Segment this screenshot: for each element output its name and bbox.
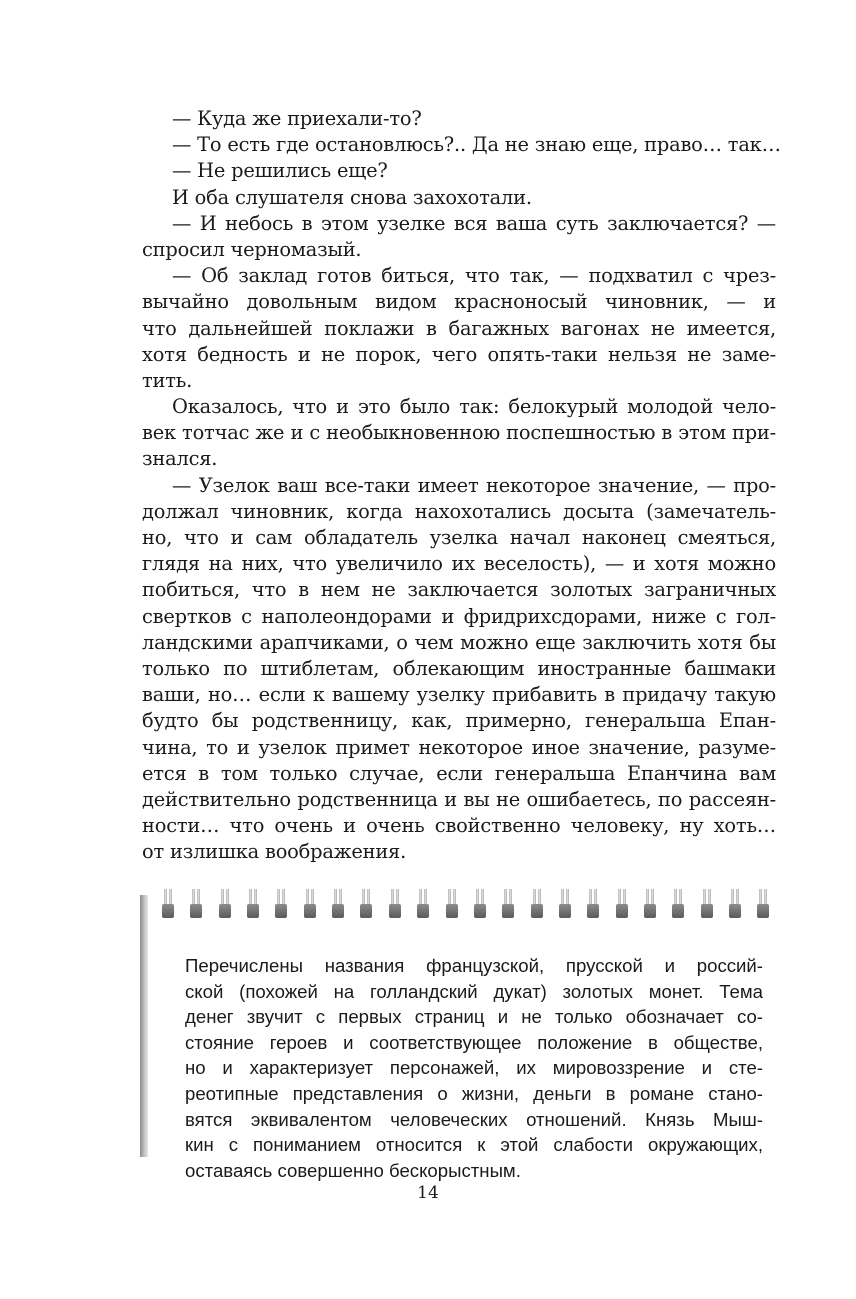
body-line: глядя на них, что увеличило их веселость), — и хотя можно [142,552,776,576]
spiral-ring-icon [616,889,628,919]
spiral-ring-icon [701,889,713,919]
note-line: вятся эквивалентом человеческих отношений. Князь Мыш- [185,1108,763,1130]
spiral-ring-icon [332,889,344,919]
body-line: действительно родственница и вы не ошибаетесь, по рассеян- [142,787,776,811]
body-line: знался. [142,447,218,471]
spiral-ring-icon [672,889,684,919]
spiral-ring-icon [247,889,259,919]
spiral-ring-icon [417,889,429,919]
spiral-ring-icon [587,889,599,919]
page-number: 14 [417,1183,439,1203]
body-line: должал чиновник, когда нахохотались досыта (замечатель- [142,499,776,523]
note-line: кин с пониманием относится к этой слабости окружающих, [185,1134,763,1156]
commentary-note [140,880,780,1181]
spiral-ring-icon [275,889,287,919]
note-line: оставаясь совершенно бескорыстным. [185,1159,521,1181]
body-line: чина, то и узелок примет некоторое иное значение, разуме- [142,735,776,759]
body-line: И оба слушателя снова захохотали. [172,185,532,209]
body-line: — Не решились еще? [172,159,388,183]
spiral-ring-icon [559,889,571,919]
body-line: век тотчас же и с необыкновенною поспешностью в этом при- [142,421,776,445]
spiral-ring-icon [502,889,514,919]
body-line: Оказалось, что и это было так: белокурый молодой чело- [172,395,776,419]
spiral-ring-icon [757,889,769,919]
spiral-ring-icon [360,889,372,919]
main-text [142,106,781,865]
note-line: но и характеризует персонажей, их мировоззрение и сте- [185,1057,763,1079]
spiral-ring-icon [304,889,316,919]
spiral-ring-icon [190,889,202,919]
note-line: реотипные представления о жизни, деньги в романе стано- [185,1082,763,1104]
body-line: будто бы родственницу, как, примерно, генеральша Епан- [142,709,776,733]
spiral-ring-icon [446,889,458,919]
body-line: ется в том только случае, если генеральша Епанчина вам [142,761,776,785]
body-line: свертков с наполеондорами и фридрихсдорами, ниже с гол- [142,604,776,628]
spiral-ring-icon [644,889,656,919]
body-line: только по штиблетам, облекающим иностранные башмаки [142,656,776,680]
body-line: побиться, что в нем не заключается золотых заграничных [142,578,776,602]
body-line: ландскими арапчиками, о чем можно еще заключить хотя бы [142,630,776,654]
spiral-ring-icon [531,889,543,919]
body-line: ваши, но… если к вашему узелку прибавить в придачу такую [142,683,776,707]
spiral-ring-icon [389,889,401,919]
body-line: но, что и сам обладатель узелка начал наконец смеяться, [142,526,776,549]
body-line: — Об заклад готов биться, что так, — подхватил с чрез- [172,264,776,288]
body-line: — Узелок ваш все-таки имеет некоторое значение, — про- [172,473,776,497]
note-side-bar [140,895,148,1157]
note-line: Перечислены названия французской, прусской и россий- [185,955,763,976]
note-line: ской (похожей на голландский дукат) золотых монет. Тема [185,980,763,1002]
spiral-ring-icon [474,889,486,919]
spiral-ring-icon [729,889,741,919]
body-line: — И небось в этом узелке вся ваша суть заключается? — [172,211,776,235]
body-line: тить. [142,368,193,392]
note-text [185,953,763,1183]
body-line: вычайно довольным видом красноносый чиновник, — и [142,290,776,314]
body-line: спросил черномазый. [142,237,362,261]
body-line: — То есть где остановлюсь?.. Да не знаю еще, право… так… [172,133,781,157]
body-line: — Куда же приехали-то? [172,107,422,130]
body-line: от излишка воображения. [142,840,407,864]
body-line: хотя бедность и не порок, чего опять-таки нельзя не заме- [142,342,776,366]
body-line: ности… что очень и очень свойственно человеку, ну хоть… [142,814,776,838]
spiral-binding-icon [162,889,772,919]
spiral-ring-icon [219,889,231,919]
spiral-ring-icon [162,889,174,919]
note-line: денег звучит с первых страниц и не только обозначает со- [185,1006,763,1028]
note-line: стояние героев и соответствующее положение в обществе, [185,1031,763,1053]
body-line: что дальнейшей поклажи в багажных вагонах не имеется, [142,316,776,340]
